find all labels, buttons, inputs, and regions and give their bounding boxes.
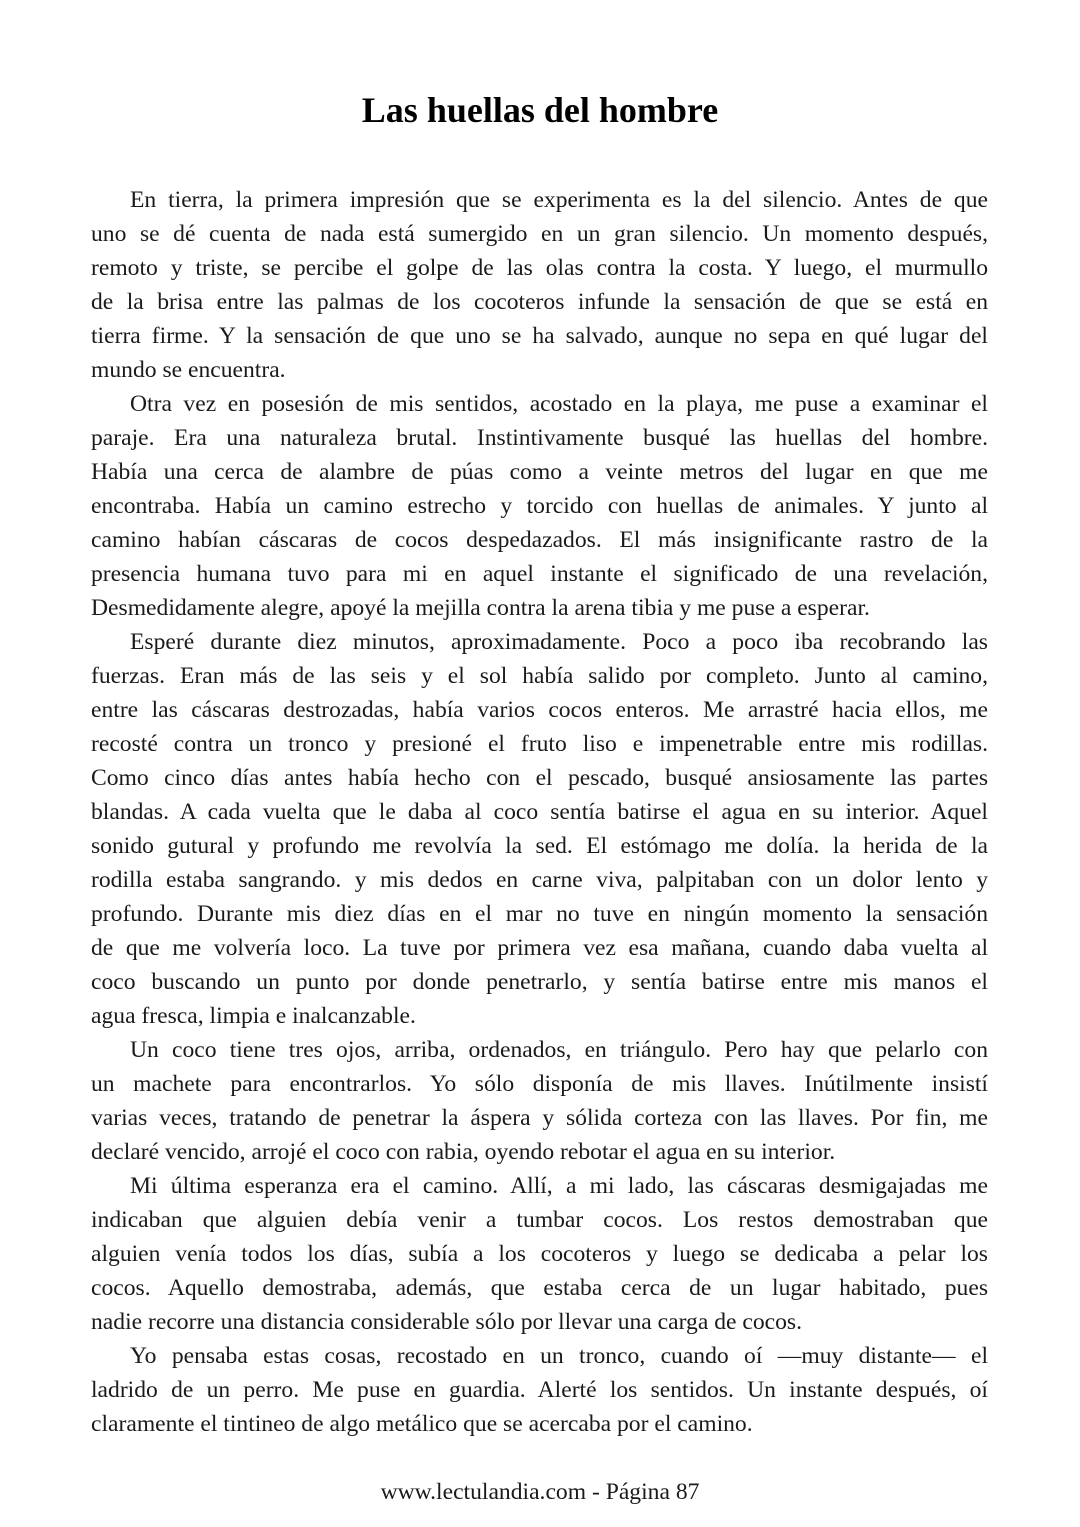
text-line: camino habían cáscaras de cocos despedazados. El más insignificante rastro de la: [91, 527, 988, 553]
chapter-title: Las huellas del hombre: [361, 90, 719, 130]
chapter-body: [91, 183, 988, 1441]
text-line: Desmedidamente alegre, apoyé la mejilla contra la arena tibia y me puse a esperar.: [91, 595, 870, 621]
text-line: Otra vez en posesión de mis sentidos, acostado en la playa, me puse a examinar el: [130, 391, 988, 417]
text-line: En tierra, la primera impresión que se experimenta es la del silencio. Antes de que: [130, 187, 988, 213]
text-line: indicaban que alguien debía venir a tumbar cocos. Los restos demostraban que: [91, 1207, 988, 1233]
paragraph-3: [91, 625, 988, 1033]
text-line: claramente el tintineo de algo metálico que se acercaba por el camino.: [91, 1411, 753, 1437]
text-line: un machete para encontrarlos. Yo sólo disponía de mis llaves. Inútilmente insistí: [91, 1071, 988, 1097]
paragraph-6: [91, 1339, 988, 1441]
paragraph-5: [91, 1169, 988, 1339]
text-line: presencia humana tuvo para mi en aquel instante el significado de una revelación,: [91, 561, 988, 587]
text-line: declaré vencido, arrojé el coco con rabia, oyendo rebotar el agua en su interior.: [91, 1139, 836, 1165]
text-line: profundo. Durante mis diez días en el mar no tuve en ningún momento la sensación: [91, 901, 988, 927]
text-line: entre las cáscaras destrozadas, había varios cocos enteros. Me arrastré hacia ellos, me: [91, 697, 988, 723]
text-line: de que me volvería loco. La tuve por primera vez esa mañana, cuando daba vuelta al: [91, 935, 988, 961]
text-line: alguien venía todos los días, subía a los cocoteros y luego se dedicaba a pelar los: [91, 1241, 988, 1267]
paragraph-2: [91, 387, 988, 625]
text-line: uno se dé cuenta de nada está sumergido en un gran silencio. Un momento después,: [91, 221, 988, 247]
text-line: paraje. Era una naturaleza brutal. Instintivamente busqué las huellas del hombre.: [91, 425, 988, 451]
text-line: tierra firme. Y la sensación de que uno se ha salvado, aunque no sepa en qué lugar del: [91, 323, 988, 349]
text-line: encontraba. Había un camino estrecho y torcido con huellas de animales. Y junto al: [91, 493, 988, 519]
text-line: blandas. A cada vuelta que le daba al coco sentía batirse el agua en su interior. Aquel: [91, 799, 988, 825]
text-line: Como cinco días antes había hecho con el pescado, busqué ansiosamente las partes: [91, 765, 988, 791]
text-line: varias veces, tratando de penetrar la áspera y sólida corteza con las llaves. Por fin, me: [91, 1105, 988, 1131]
text-line: Yo pensaba estas cosas, recostado en un tronco, cuando oí —muy distante— el: [130, 1343, 988, 1369]
text-line: coco buscando un punto por donde penetrarlo, y sentía batirse entre mis manos el: [91, 969, 988, 995]
text-line: Esperé durante diez minutos, aproximadamente. Poco a poco iba recobrando las: [130, 629, 988, 655]
text-line: sonido gutural y profundo me revolvía la sed. El estómago me dolía. la herida de la: [91, 833, 988, 859]
page-footer: www.lectulandia.com - Página 87: [380, 1479, 700, 1505]
text-line: Un coco tiene tres ojos, arriba, ordenados, en triángulo. Pero hay que pelarlo con: [130, 1037, 988, 1063]
text-line: mundo se encuentra.: [91, 357, 286, 383]
text-line: agua fresca, limpia e inalcanzable.: [91, 1003, 416, 1029]
text-line: Mi última esperanza era el camino. Allí, a mi lado, las cáscaras desmigajadas me: [130, 1173, 988, 1199]
text-line: fuerzas. Eran más de las seis y el sol había salido por completo. Junto al camino,: [91, 663, 988, 689]
text-line: nadie recorre una distancia considerable sólo por llevar una carga de cocos.: [91, 1309, 802, 1335]
text-line: rodilla estaba sangrando. y mis dedos en carne viva, palpitaban con un dolor lento y: [91, 867, 988, 893]
text-line: ladrido de un perro. Me puse en guardia. Alerté los sentidos. Un instante después, oí: [91, 1377, 988, 1403]
text-line: Había una cerca de alambre de púas como a veinte metros del lugar en que me: [91, 459, 988, 485]
text-line: de la brisa entre las palmas de los cocoteros infunde la sensación de que se está en: [91, 289, 988, 315]
paragraph-1: [91, 183, 988, 387]
text-line: recosté contra un tronco y presioné el fruto liso e impenetrable entre mis rodillas.: [91, 731, 988, 757]
text-line: remoto y triste, se percibe el golpe de las olas contra la costa. Y luego, el murmullo: [91, 255, 988, 281]
paragraph-4: [91, 1033, 988, 1169]
text-line: cocos. Aquello demostraba, además, que estaba cerca de un lugar habitado, pues: [91, 1275, 988, 1301]
